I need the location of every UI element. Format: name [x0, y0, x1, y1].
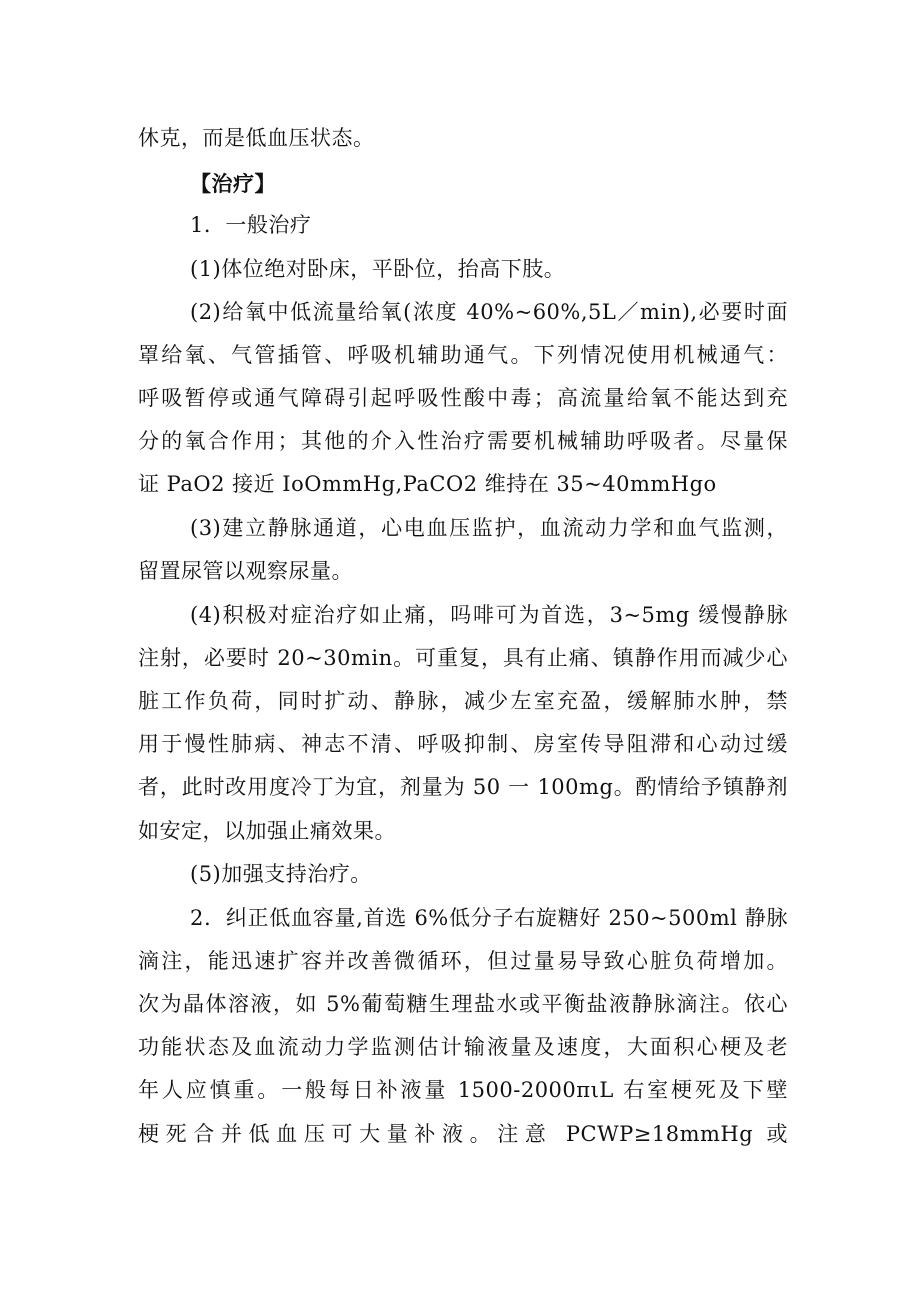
text-line: 注射，必要时 20~30min。可重复，具有止痛、镇静作用而减少心: [138, 646, 788, 670]
text-line: (1)体位绝对卧床，平卧位，抬高下肢。: [190, 257, 566, 281]
text-line: (5)加强支持治疗。: [190, 862, 372, 886]
text-line: 功能状态及血流动力学监测估计输液量及速度，大面积心梗及老: [138, 1035, 788, 1059]
text-line: 梗死合并低血压可大量补液。注意 PCWP≥18mmHg 或: [138, 1122, 788, 1146]
text-line: 呼吸暂停或通气障碍引起呼吸性酸中毒；高流量给氧不能达到充: [138, 386, 788, 410]
text-line: 证 PaO2 接近 IoOmmHg,PaCO2 维持在 35~40mmHgo: [138, 472, 717, 496]
text-line: 2．纠正低血容量,首选 6%低分子右旋糖好 250~500ml 静脉: [190, 906, 788, 930]
text-line: 次为晶体溶液，如 5%葡萄糖生理盐水或平衡盐液静脉滴注。依心: [138, 992, 788, 1016]
text-line: 者，此时改用度冷丁为宜，剂量为 50 一 100mg。酌情给予镇静剂: [138, 775, 788, 799]
text-line: 滴注，能迅速扩容并改善微循环，但过量易导致心脏负荷增加。: [138, 949, 788, 973]
text-line: (4)积极对症治疗如止痛，吗啡可为首选，3~5mg 缓慢静脉: [190, 603, 788, 627]
text-line: 年人应慎重。一般每日补液量 1500-2000πιL 右室梗死及下壁: [138, 1078, 788, 1102]
text-line: (3)建立静脉通道，心电血压监护，血流动力学和血气监测，: [190, 516, 788, 540]
text-line: 如安定，以加强止痛效果。: [138, 819, 396, 843]
text-line: 休克，而是低血压状态。: [138, 126, 375, 150]
section-heading: 【治疗】: [190, 172, 276, 196]
subsection-heading: 1．一般治疗: [190, 213, 312, 237]
text-line: 脏工作负荷，同时扩动、静脉，减少左室充盈，缓解肺水肿，禁: [138, 689, 788, 713]
text-line: 分的氧合作用；其他的介入性治疗需要机械辅助呼吸者。尽量保: [138, 429, 788, 453]
text-line: 留置尿管以观察尿量。: [138, 559, 353, 583]
text-line: 用于慢性肺病、神志不清、呼吸抑制、房室传导阻滞和心动过缓: [138, 732, 788, 756]
text-line: 罩给氧、气管插管、呼吸机辅助通气。下列情况使用机械通气：: [138, 343, 788, 367]
text-line: (2)给氧中低流量给氧(浓度 40%~60%,5L／min),必要时面: [190, 300, 788, 324]
